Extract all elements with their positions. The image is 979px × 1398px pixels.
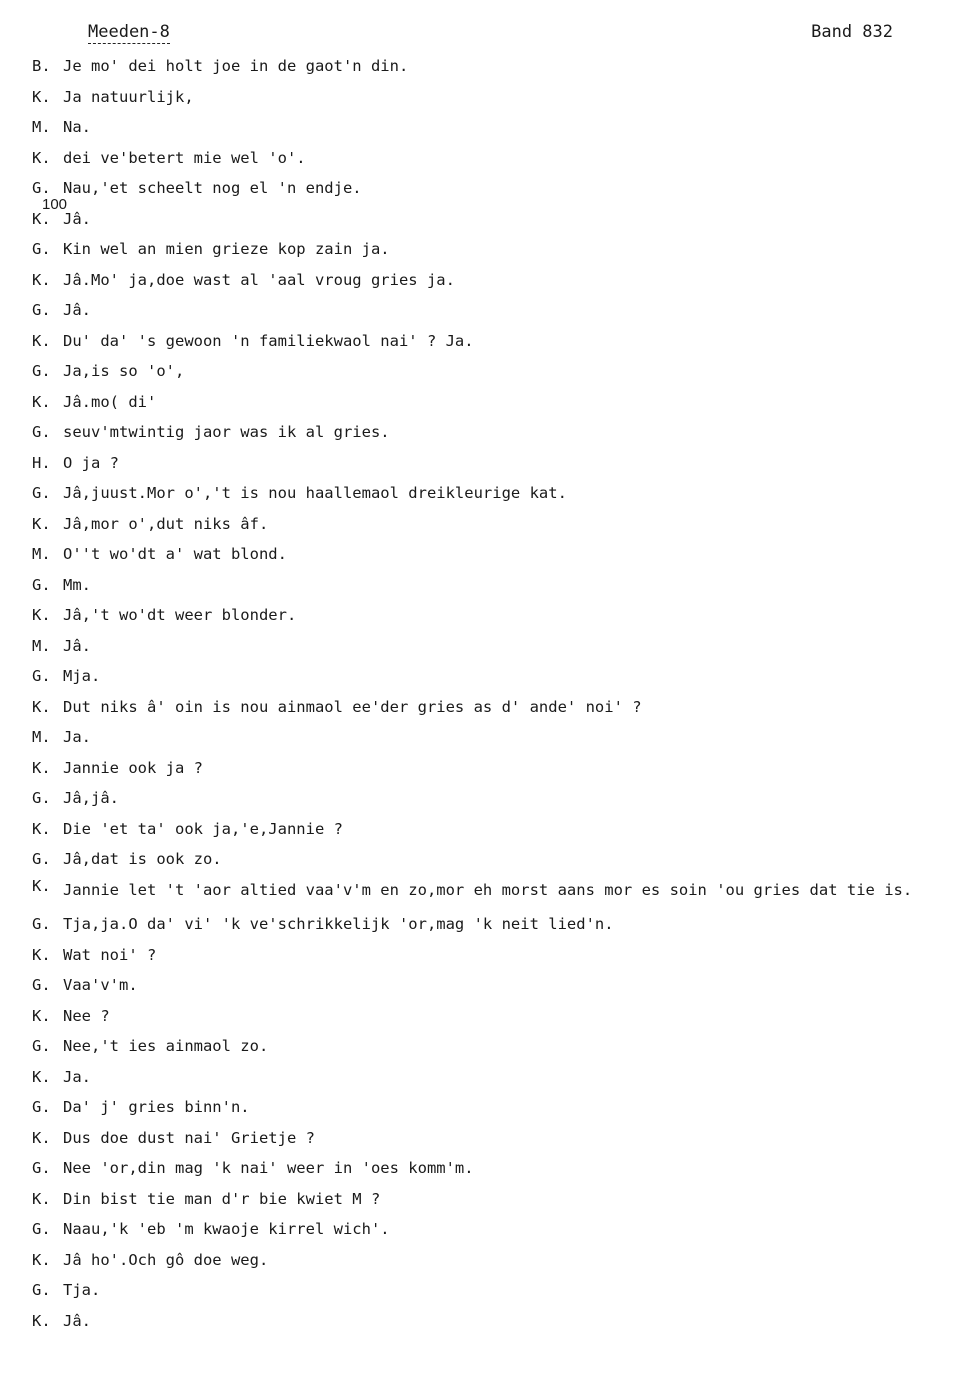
speaker-label: K. bbox=[32, 392, 51, 411]
speaker-label: G. bbox=[32, 915, 51, 933]
utterance-text: Din bist tie man d'r bie kwiet M ? bbox=[63, 1189, 381, 1208]
utterance-text: Dus doe dust nai' Grietje ? bbox=[63, 1128, 315, 1147]
speaker-label: G. bbox=[32, 240, 51, 258]
transcript-line bbox=[32, 360, 962, 382]
speaker-label: M. bbox=[32, 728, 51, 746]
speaker-label: K. bbox=[32, 1311, 51, 1330]
speaker-label: G. bbox=[32, 423, 51, 441]
utterance-text: Naau,'k 'eb 'm kwaoje kirrel wich'. bbox=[63, 1220, 390, 1238]
speaker-label: K. bbox=[32, 1128, 51, 1147]
transcript-line bbox=[32, 421, 962, 443]
transcript-line bbox=[32, 391, 962, 413]
utterance-text: Nee,'t ies ainmaol zo. bbox=[63, 1037, 269, 1055]
transcript-line bbox=[32, 974, 962, 996]
transcript-line bbox=[32, 1157, 962, 1179]
utterance-text: Jâ. bbox=[63, 1311, 91, 1330]
utterance-text: Na. bbox=[63, 118, 91, 136]
transcript-line bbox=[32, 147, 962, 169]
utterance-text: Jâ,jâ. bbox=[63, 789, 119, 807]
speaker-label: K. bbox=[32, 148, 51, 167]
transcript-line bbox=[32, 696, 962, 718]
utterance-text: Jannie ook ja ? bbox=[63, 758, 203, 777]
speaker-label: K. bbox=[32, 209, 51, 228]
utterance-text: Jâ.Mo' ja,doe wast al 'aal vroug gries ja. bbox=[63, 270, 455, 289]
transcript-line bbox=[32, 944, 962, 966]
transcript-line bbox=[32, 818, 962, 840]
speaker-label: K. bbox=[32, 606, 51, 624]
transcript-line bbox=[32, 452, 962, 474]
speaker-label: G. bbox=[32, 789, 51, 807]
utterance-text: Mm. bbox=[63, 575, 91, 594]
transcript-line bbox=[32, 726, 962, 748]
speaker-label: M. bbox=[32, 118, 51, 136]
transcript-line bbox=[32, 1066, 962, 1088]
speaker-label: H. bbox=[32, 453, 51, 472]
speaker-label: K. bbox=[32, 876, 51, 895]
speaker-label: K. bbox=[32, 1067, 51, 1086]
speaker-label: K. bbox=[32, 1006, 51, 1025]
utterance-text: Ja. bbox=[63, 1067, 91, 1086]
utterance-text: Die 'et ta' ook ja,'e,Jannie ? bbox=[63, 819, 343, 838]
utterance-text: Dut niks â' oin is nou ainmaol ee'der gries as d' ande' noi' ? bbox=[63, 697, 642, 716]
transcript-line bbox=[32, 116, 962, 138]
utterance-text: Vaa'v'm. bbox=[63, 976, 138, 994]
transcript-line bbox=[32, 1249, 962, 1271]
speaker-label: K. bbox=[32, 514, 51, 533]
transcript-line bbox=[32, 55, 962, 77]
utterance-text: Jannie let 't 'aor altied vaa'v'm en zo,mor eh morst aans mor es soin 'ou gries dat tie is. bbox=[63, 880, 913, 899]
speaker-label: M. bbox=[32, 636, 51, 655]
utterance-text: Ja,is so 'o', bbox=[63, 362, 185, 380]
utterance-text: Jâ.mo( di' bbox=[63, 392, 157, 411]
transcript-line bbox=[32, 543, 962, 565]
utterance-text: Da' j' gries binn'n. bbox=[63, 1098, 250, 1116]
utterance-text: seuv'mtwintig jaor was ik al gries. bbox=[63, 423, 390, 441]
speaker-label: G. bbox=[32, 1098, 51, 1116]
utterance-text: Nee 'or,din mag 'k nai' weer in 'oes komm'm. bbox=[63, 1159, 474, 1177]
speaker-label: G. bbox=[32, 484, 51, 502]
speaker-label: G. bbox=[32, 850, 51, 868]
utterance-text: Jâ. bbox=[63, 636, 91, 655]
transcript-line bbox=[32, 787, 962, 809]
transcript-line bbox=[32, 1188, 962, 1210]
speaker-label: K. bbox=[32, 945, 51, 964]
transcript-line bbox=[32, 1096, 962, 1118]
utterance-text: Du' da' 's gewoon 'n familiekwaol nai' ? Ja. bbox=[63, 331, 474, 350]
transcript-line bbox=[32, 513, 962, 535]
transcript-line bbox=[32, 86, 962, 108]
transcript-line bbox=[32, 177, 962, 199]
speaker-label: G. bbox=[32, 667, 51, 685]
transcript-line bbox=[32, 238, 962, 260]
utterance-text: O ja ? bbox=[63, 453, 119, 472]
utterance-text: Jâ,dat is ook zo. bbox=[63, 850, 222, 868]
utterance-text: Jâ,mor o',dut niks âf. bbox=[63, 514, 269, 533]
transcript-line bbox=[32, 875, 962, 905]
transcript-line bbox=[32, 635, 962, 657]
transcript-line bbox=[32, 208, 962, 230]
transcript-line bbox=[32, 848, 962, 870]
utterance-text: Mja. bbox=[63, 667, 101, 685]
speaker-label: G. bbox=[32, 1159, 51, 1177]
transcript-line bbox=[32, 1218, 962, 1240]
transcript-line bbox=[32, 1005, 962, 1027]
transcript-lines bbox=[32, 55, 962, 1340]
utterance-text: Tja,ja.O da' vi' 'k ve'schrikkelijk 'or,mag 'k neit lied'n. bbox=[63, 915, 614, 933]
utterance-text: dei ve'betert mie wel 'o'. bbox=[63, 148, 306, 167]
page-title bbox=[88, 22, 170, 44]
speaker-label: K. bbox=[32, 270, 51, 289]
transcript-line bbox=[32, 665, 962, 687]
transcript-line bbox=[32, 482, 962, 504]
utterance-text: Wat noi' ? bbox=[63, 945, 157, 964]
transcript-line bbox=[32, 1035, 962, 1057]
utterance-text: O''t wo'dt a' wat blond. bbox=[63, 545, 287, 563]
band-number: Band 832 bbox=[811, 22, 893, 42]
speaker-label: K. bbox=[32, 331, 51, 350]
transcript-line bbox=[32, 1279, 962, 1301]
speaker-label: G. bbox=[32, 1220, 51, 1238]
speaker-label: G. bbox=[32, 575, 51, 594]
speaker-label: G. bbox=[32, 976, 51, 994]
transcript-line bbox=[32, 1127, 962, 1149]
speaker-label: G. bbox=[32, 1037, 51, 1055]
speaker-label: K. bbox=[32, 1250, 51, 1269]
speaker-label: M. bbox=[32, 545, 51, 563]
margin-note: 100 bbox=[42, 196, 68, 213]
transcript-line bbox=[32, 330, 962, 352]
utterance-text: Jâ. bbox=[63, 301, 91, 319]
transcript-line bbox=[32, 269, 962, 291]
utterance-text: Kin wel an mien grieze kop zain ja. bbox=[63, 240, 390, 258]
transcript-line bbox=[32, 913, 962, 935]
utterance-text: Jâ ho'.Och gô doe weg. bbox=[63, 1250, 269, 1269]
utterance-text: Ja. bbox=[63, 728, 91, 746]
speaker-label: K. bbox=[32, 697, 51, 716]
transcript-line bbox=[32, 299, 962, 321]
transcript-line bbox=[32, 757, 962, 779]
speaker-label: K. bbox=[32, 87, 51, 106]
utterance-text: Jâ,'t wo'dt weer blonder. bbox=[63, 606, 297, 624]
utterance-text: Nee ? bbox=[63, 1006, 110, 1025]
speaker-label: G. bbox=[32, 1281, 51, 1299]
utterance-text: Je mo' dei holt joe in de gaot'n din. bbox=[63, 57, 409, 75]
transcript-line bbox=[32, 1310, 962, 1332]
speaker-label: K. bbox=[32, 1189, 51, 1208]
speaker-label: K. bbox=[32, 819, 51, 838]
transcript-line bbox=[32, 574, 962, 596]
speaker-label: G. bbox=[32, 301, 51, 319]
utterance-text: Tja. bbox=[63, 1281, 101, 1299]
transcript-line bbox=[32, 604, 962, 626]
utterance-text: Nau,'et scheelt nog el 'n endje. bbox=[63, 179, 362, 197]
utterance-text: Jâ,juust.Mor o','t is nou haallemaol dreikleurige kat. bbox=[63, 484, 567, 502]
utterance-text: Ja natuurlijk, bbox=[63, 87, 194, 106]
speaker-label: G. bbox=[32, 179, 51, 197]
utterance-text: Jâ. bbox=[63, 209, 91, 228]
speaker-label: B. bbox=[32, 57, 51, 75]
speaker-label: K. bbox=[32, 758, 51, 777]
speaker-label: G. bbox=[32, 362, 51, 380]
title-text: Meeden-8 bbox=[88, 22, 170, 42]
